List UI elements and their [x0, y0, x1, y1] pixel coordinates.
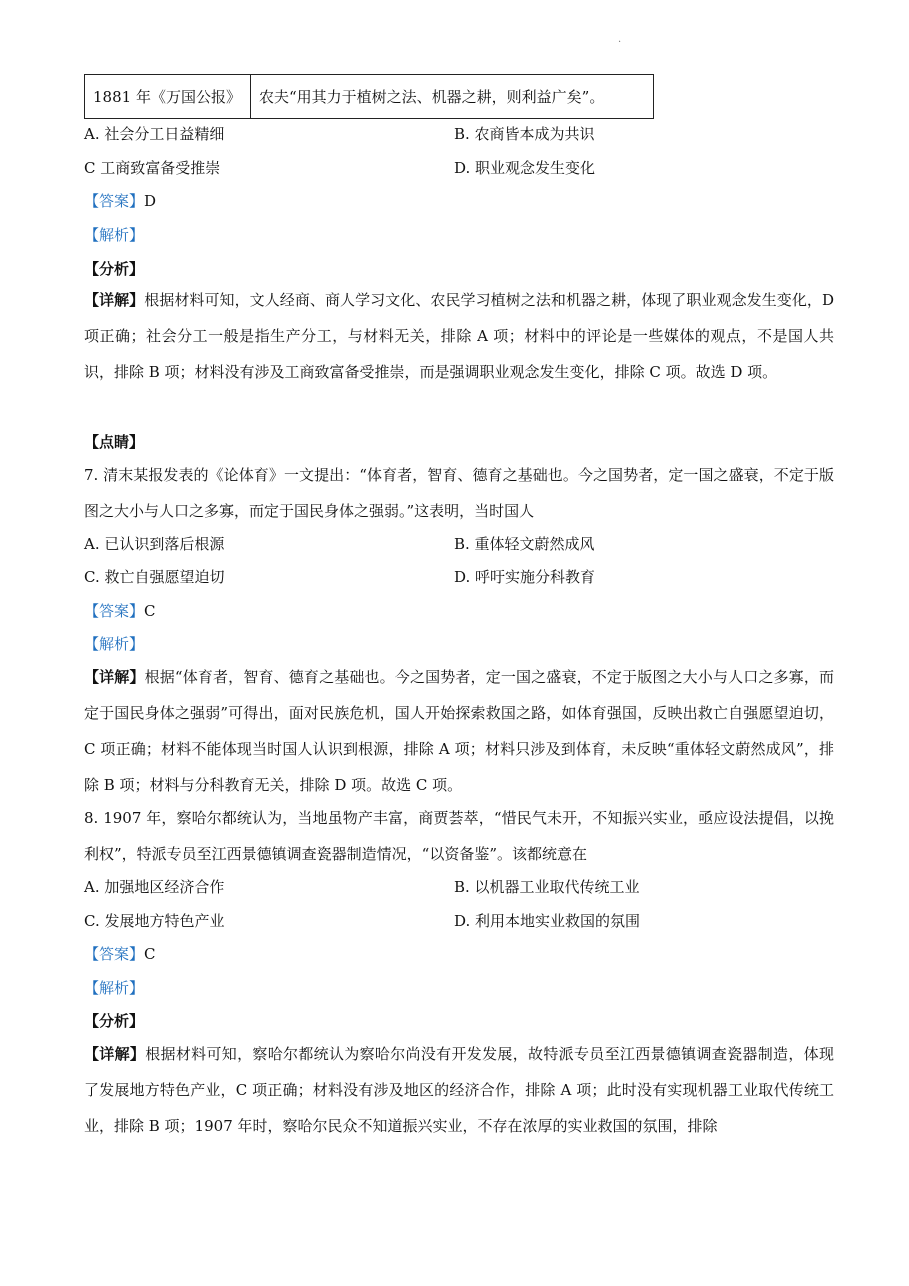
q8-answer: C: [144, 945, 156, 963]
q6-detail: [84, 282, 834, 390]
q7-analysis-tag: 【解析】: [84, 635, 145, 653]
answer-tag: 【答案】: [84, 945, 145, 963]
q8-stem: 8. 1907 年，察哈尔都统认为，当地虽物产丰富，商贾荟萃，“惜民气未开，不知振兴实业，亟应设法提倡，以挽利权”，特派专员至江西景德镇调查瓷器制造情况，“以资备鉴”。该都统意在: [84, 809, 834, 863]
q6-option-c: C 工商致富备受推崇: [84, 159, 221, 177]
q7-option-b: B. 重体轻文蔚然成风: [454, 535, 595, 553]
q7-option-c: C. 救亡自强愿望迫切: [84, 568, 225, 586]
source-table: [84, 74, 654, 119]
table-source-cell: 1881 年《万国公报》: [85, 75, 251, 119]
q7-detail: [84, 659, 834, 803]
q8-answer-line: [84, 944, 156, 964]
q8-fenxi-tag: 【分析】: [84, 1012, 145, 1030]
q8-option-d: D. 利用本地实业救国的氛围: [454, 912, 641, 930]
q8-detail-text: 根据材料可知，察哈尔都统认为察哈尔尚没有开发发展，故特派专员至江西景德镇调查瓷器制造，体现了发展地方特色产业，C 项正确；材料没有涉及地区的经济合作，排除 A 项；此时没有实现机器工业取代传统工业，排除 B 项；1907 年时，察哈尔民众不知道振兴实业，不存在浓厚的实业救国的氛围，排除: [84, 1045, 834, 1135]
q8-detail: [84, 1036, 834, 1144]
q7-detail-text: 根据“体育者，智育、德育之基础也。今之国势者，定一国之盛衰，不定于版图之大小与人口之多寡，而定于国民身体之强弱”可得出，面对民族危机，国人开始探索救国之路，如体育强国，反映出救亡自强愿望迫切，C 项正确；材料不能体现当时国人认识到根源，排除 A 项；材料只涉及到体育，未反映“重体轻文蔚然成风”，排除 B 项；材料与分科教育无关，排除 D 项。故选 C 项。: [84, 668, 834, 794]
q6-answer: D: [144, 192, 157, 210]
q7-option-d: D. 呼吁实施分科教育: [454, 568, 596, 586]
q7-answer: C: [144, 602, 156, 620]
q8-analysis-tag: 【解析】: [84, 979, 145, 997]
q8-option-b: B. 以机器工业取代传统工业: [454, 878, 640, 896]
q6-answer-line: [84, 191, 156, 211]
q6-dianjing-tag: 【点睛】: [84, 433, 145, 451]
table-content-cell: 农夫“用其力于植树之法、机器之耕，则利益广矣”。: [251, 75, 654, 119]
page-mark: .: [618, 34, 622, 45]
detail-tag: 【详解】: [84, 291, 145, 309]
detail-tag: 【详解】: [84, 668, 145, 686]
detail-tag: 【详解】: [84, 1045, 146, 1063]
q6-option-d: D. 职业观念发生变化: [454, 159, 596, 177]
answer-tag: 【答案】: [84, 192, 145, 210]
q6-fenxi-tag: 【分析】: [84, 260, 145, 278]
q6-option-a: A. 社会分工日益精细: [84, 125, 225, 143]
q8-option-c: C. 发展地方特色产业: [84, 912, 225, 930]
q6-option-b: B. 农商皆本成为共识: [454, 125, 595, 143]
q8-option-a: A. 加强地区经济合作: [84, 878, 225, 896]
q7-option-a: A. 已认识到落后根源: [84, 535, 225, 553]
answer-tag: 【答案】: [84, 602, 145, 620]
q6-detail-text: 根据材料可知，文人经商、商人学习文化、农民学习植树之法和机器之耕，体现了职业观念发生变化，D 项正确；社会分工一般是指生产分工，与材料无关，排除 A 项；材料中的评论是一些媒体的观点，不是国人共识，排除 B 项；材料没有涉及工商致富备受推崇，而是强调职业观念发生变化，排除 C 项。故选 D 项。: [84, 291, 834, 381]
table-row: [85, 75, 654, 119]
q7-stem: 7. 清末某报发表的《论体育》一文提出：“体育者，智育、德育之基础也。今之国势者，定一国之盛衰，不定于版图之大小与人口之多寡，而定于国民身体之强弱。”这表明，当时国人: [84, 466, 834, 520]
q7-answer-line: [84, 601, 156, 621]
q6-analysis-tag: 【解析】: [84, 226, 145, 244]
